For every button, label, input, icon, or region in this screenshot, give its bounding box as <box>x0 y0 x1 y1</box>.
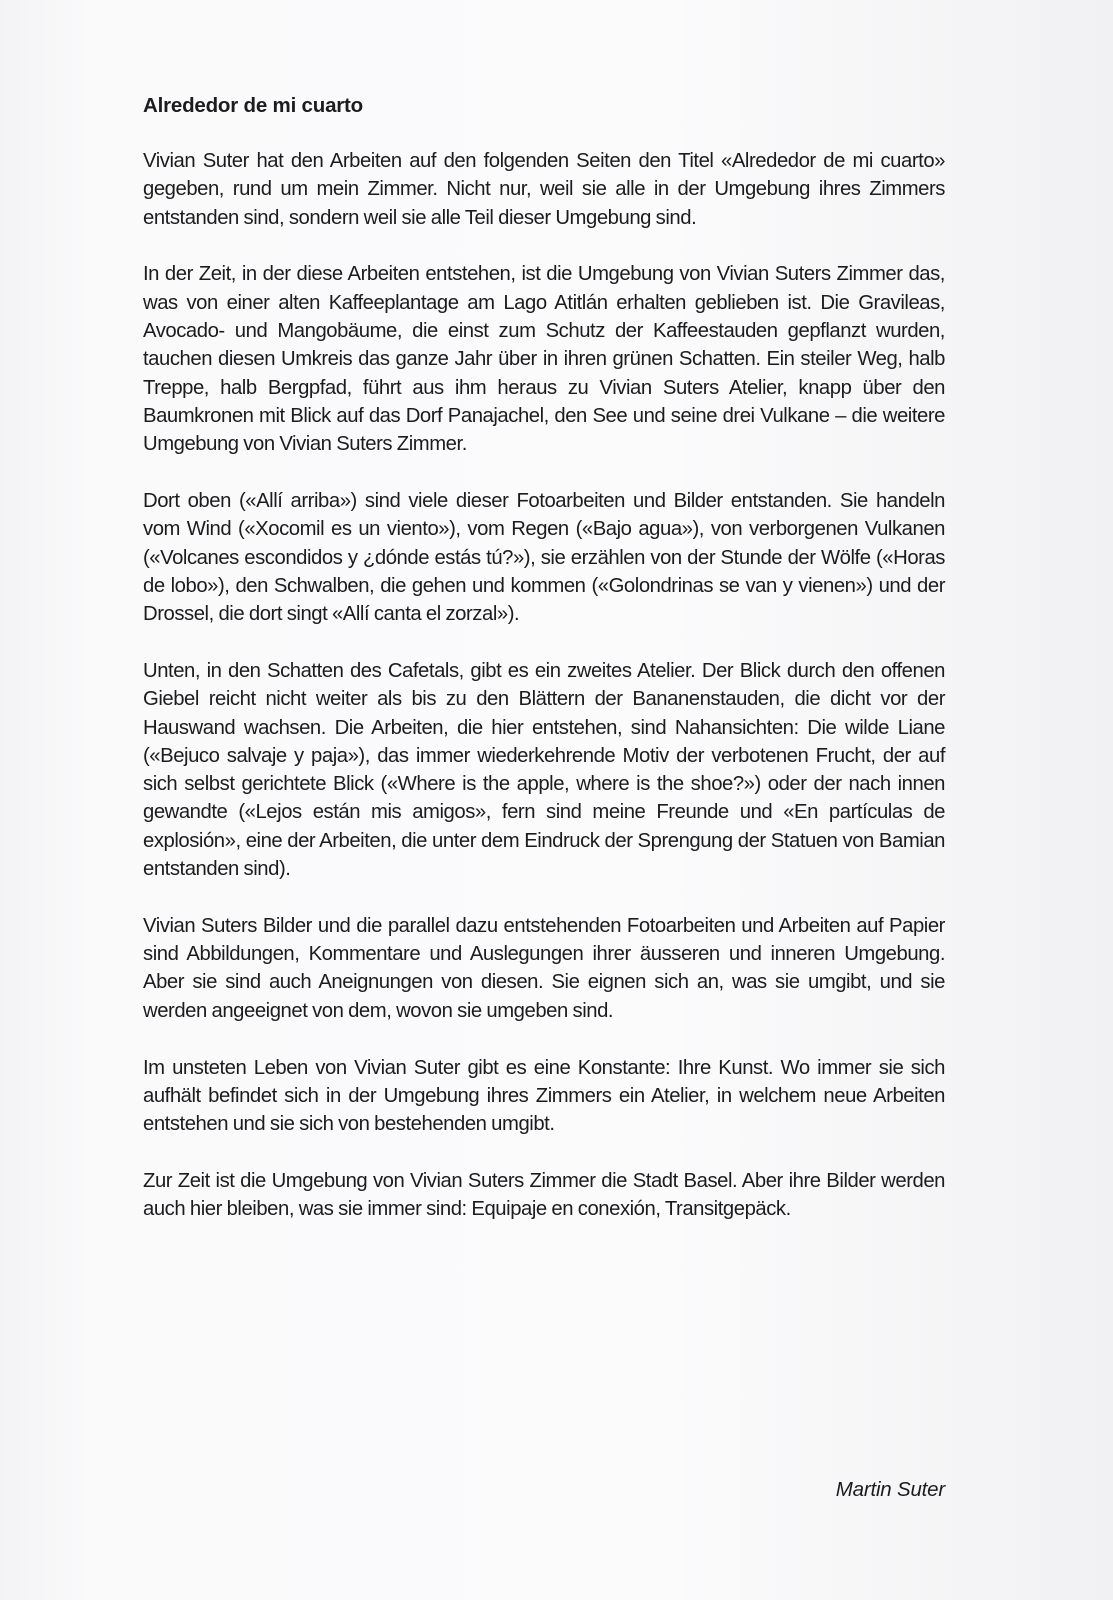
author-signature: Martin Suter <box>835 1478 945 1501</box>
paragraph-1: Vivian Suter hat den Arbeiten auf den folgenden Seiten den Titel «Alrededor de mi cuarto» gegeben, rund um mein Zimmer. Nicht nur, weil sie alle in der Umgebung ihres Zimmers entstanden sind, sondern weil sie alle Teil dieser Umgebung sind. <box>143 150 945 229</box>
article-title: Alrededor de mi cuarto <box>143 94 364 117</box>
paragraph-3: Dort oben («Allí arriba») sind viele dieser Fotoarbeiten und Bilder entstanden. Sie handeln vom Wind («Xocomil es un viento»), vom Regen («Bajo agua»), von verborgenen Vulkanen («Volcanes escondidos y ¿dónde estás tú?»), sie erzählen von der Stunde der Wölfe («Horas de lobo»), den Schwalben, die gehen und kommen («Golondrinas se van y vienen») und der Drossel, die dort singt «Allí canta el zorzal»). <box>143 489 945 626</box>
paragraph-6: Im unsteten Leben von Vivian Suter gibt es eine Konstante: Ihre Kunst. Wo immer sie sich aufhält befindet sich in der Umgebung ihres Zimmers ein Atelier, in welchem neue Arbeiten entstehen und sie sich von bestehenden umgibt. <box>143 1056 945 1136</box>
paragraph-5: Vivian Suters Bilder und die parallel dazu entstehenden Fotoarbeiten und Arbeiten auf Papier sind Abbildungen, Kommentare und Auslegungen ihrer äusseren und inneren Umgebung. Aber sie sind auch Aneignungen von diesen. Sie eignen sich an, was sie umgibt, und sie werden angeeignet von dem, wovon sie umgeben sind. <box>143 914 945 1022</box>
article-body <box>143 92 945 1252</box>
paragraph-2: In der Zeit, in der diese Arbeiten entstehen, ist die Umgebung von Vivian Suters Zimmer das, was von einer alten Kaffeeplantage am Lago Atitlán erhalten geblieben ist. Die Gravileas, Avocado- und Mangobäume, die einst zum Schutz der Kaffeestauden gepflanzt wurden, tauchen diesen Umkreis das ganze Jahr über in ihren grünen Schatten. Ein steiler Weg, halb Treppe, halb Bergpfad, führt aus ihm heraus zu Vivian Suters Atelier, knapp über den Baumkronen mit Blick auf das Dorf Panajachel, den See und seine drei Vulkane – die weitere Umgebung von Vivian Suters Zimmer. <box>143 263 945 456</box>
paragraph-4: Unten, in den Schatten des Cafetals, gibt es ein zweites Atelier. Der Blick durch den offenen Giebel reicht nicht weiter als bis zu den Blättern der Bananenstauden, die dicht vor der Hauswand wachsen. Die Arbeiten, die hier entstehen, sind Nahansichten: Die wilde Liane («Bejuco salvaje y paja»), das immer wiederkehrende Motiv der verbotenen Frucht, der auf sich selbst gerichtete Blick («Where is the apple, where is the shoe?») oder der nach innen gewandte («Lejos están mis amigos», fern sind meine Freunde und «En partículas de explosión», eine der Arbeiten, die unter dem Eindruck der Sprengung der Statuen von Bamian entstanden sind). <box>143 659 945 881</box>
paragraph-7: Zur Zeit ist die Umgebung von Vivian Suters Zimmer die Stadt Basel. Aber ihre Bilder werden auch hier bleiben, was sie immer sind: Equipaje en conexión, Transitgepäck. <box>143 1169 945 1221</box>
